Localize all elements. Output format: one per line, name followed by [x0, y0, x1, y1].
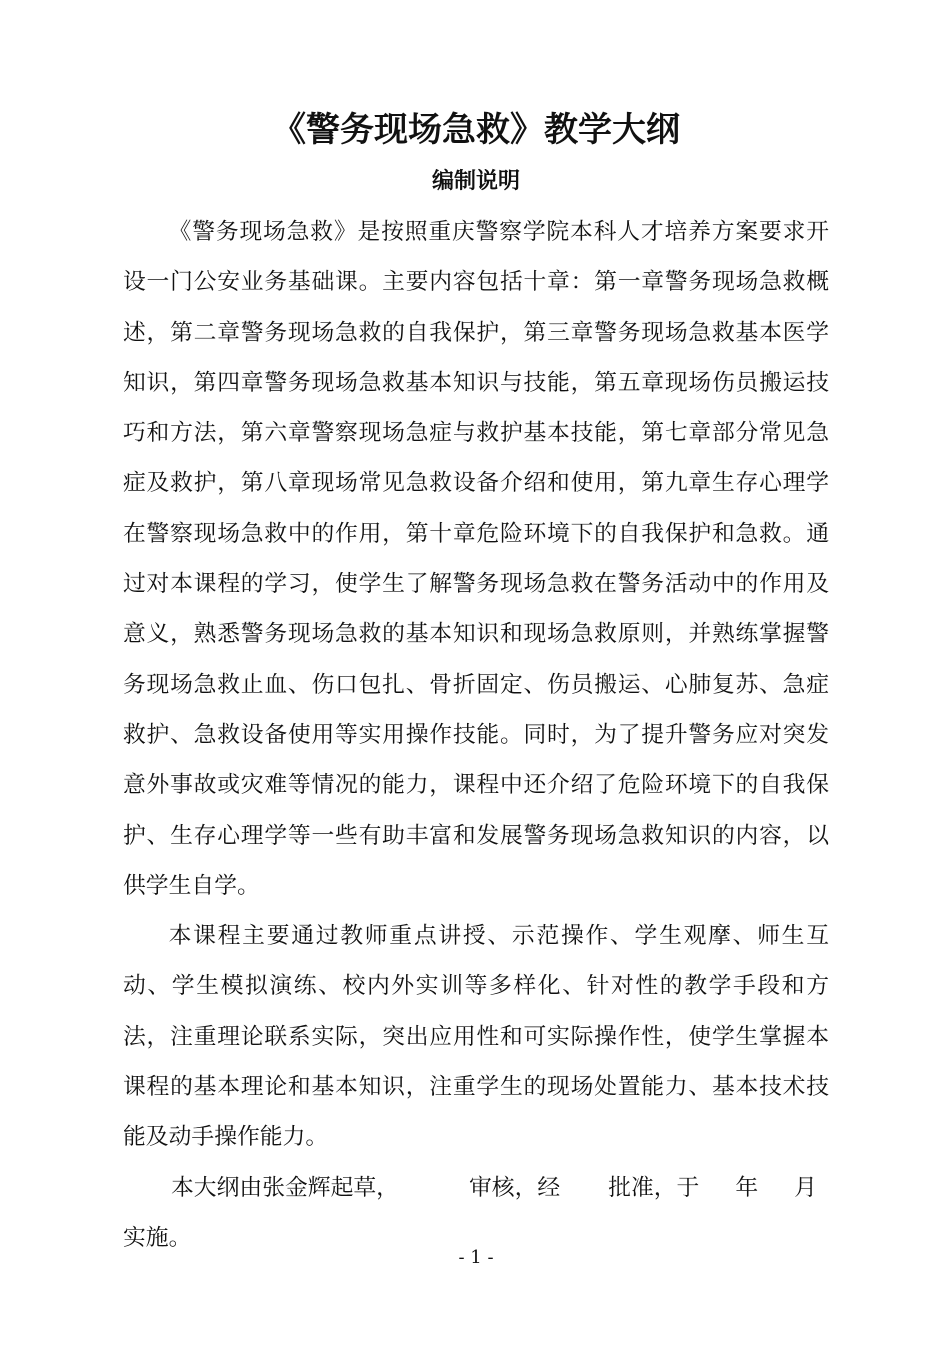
approval-month: 月 [794, 1174, 817, 1201]
document-subtitle: 编制说明 [431, 169, 520, 194]
document-body [123, 207, 829, 1263]
approval-approve: 批准，于 [608, 1174, 700, 1201]
paragraph-course-overview: 《警务现场急救》是按照重庆警察学院本科人才培养方案要求开设一门公安业务基础课。主要内容包括十章：第一章警务现场急救概述，第二章警务现场急救的自我保护，第三章警务现场急救基本医学知识，第四章警务现场急救基本知识与技能，第五章现场伤员搬运技巧和方法，第六章警察现场急症与救护基本技能，第七章部分常见急症及救护，第八章现场常见急救设备介绍和使用，第九章生存心理学在警察现场急救中的作用，第十章危险环境下的自我保护和急救。通过对本课程的学习，使学生了解警务现场急救在警务活动中的作用及意义，熟悉警务现场急救的基本知识和现场急救原则，并熟练掌握警务现场急救止血、伤口包扎、骨折固定、伤员搬运、心肺复苏、急症救护、急救设备使用等实用操作技能。同时，为了提升警务应对突发意外事故或灾难等情况的能力，课程中还介绍了危险环境下的自我保护、生存心理学等一些有助丰富和发展警务现场急救知识的内容，以供学生自学。 [123, 219, 829, 899]
approval-implement: 实施。 [123, 1224, 192, 1251]
paragraph-teaching-methods: 本课程主要通过教师重点讲授、示范操作、学生观摩、师生互动、学生模拟演练、校内外实训等多样化、针对性的教学手段和方法，注重理论联系实际，突出应用性和可实际操作性，使学生掌握本课程的基本理论和基本知识，注重学生的现场处置能力、基本技术技能及动手操作能力。 [123, 923, 829, 1151]
document-title: 《警务现场急救》教学大纲 [272, 110, 680, 150]
page-number: - 1 - [458, 1247, 494, 1268]
approval-review: 审核，经 [468, 1174, 561, 1201]
approval-year: 年 [735, 1174, 759, 1201]
approval-line [123, 1163, 829, 1213]
approval-drafter: 本大纲由张金辉起草， [171, 1174, 399, 1201]
